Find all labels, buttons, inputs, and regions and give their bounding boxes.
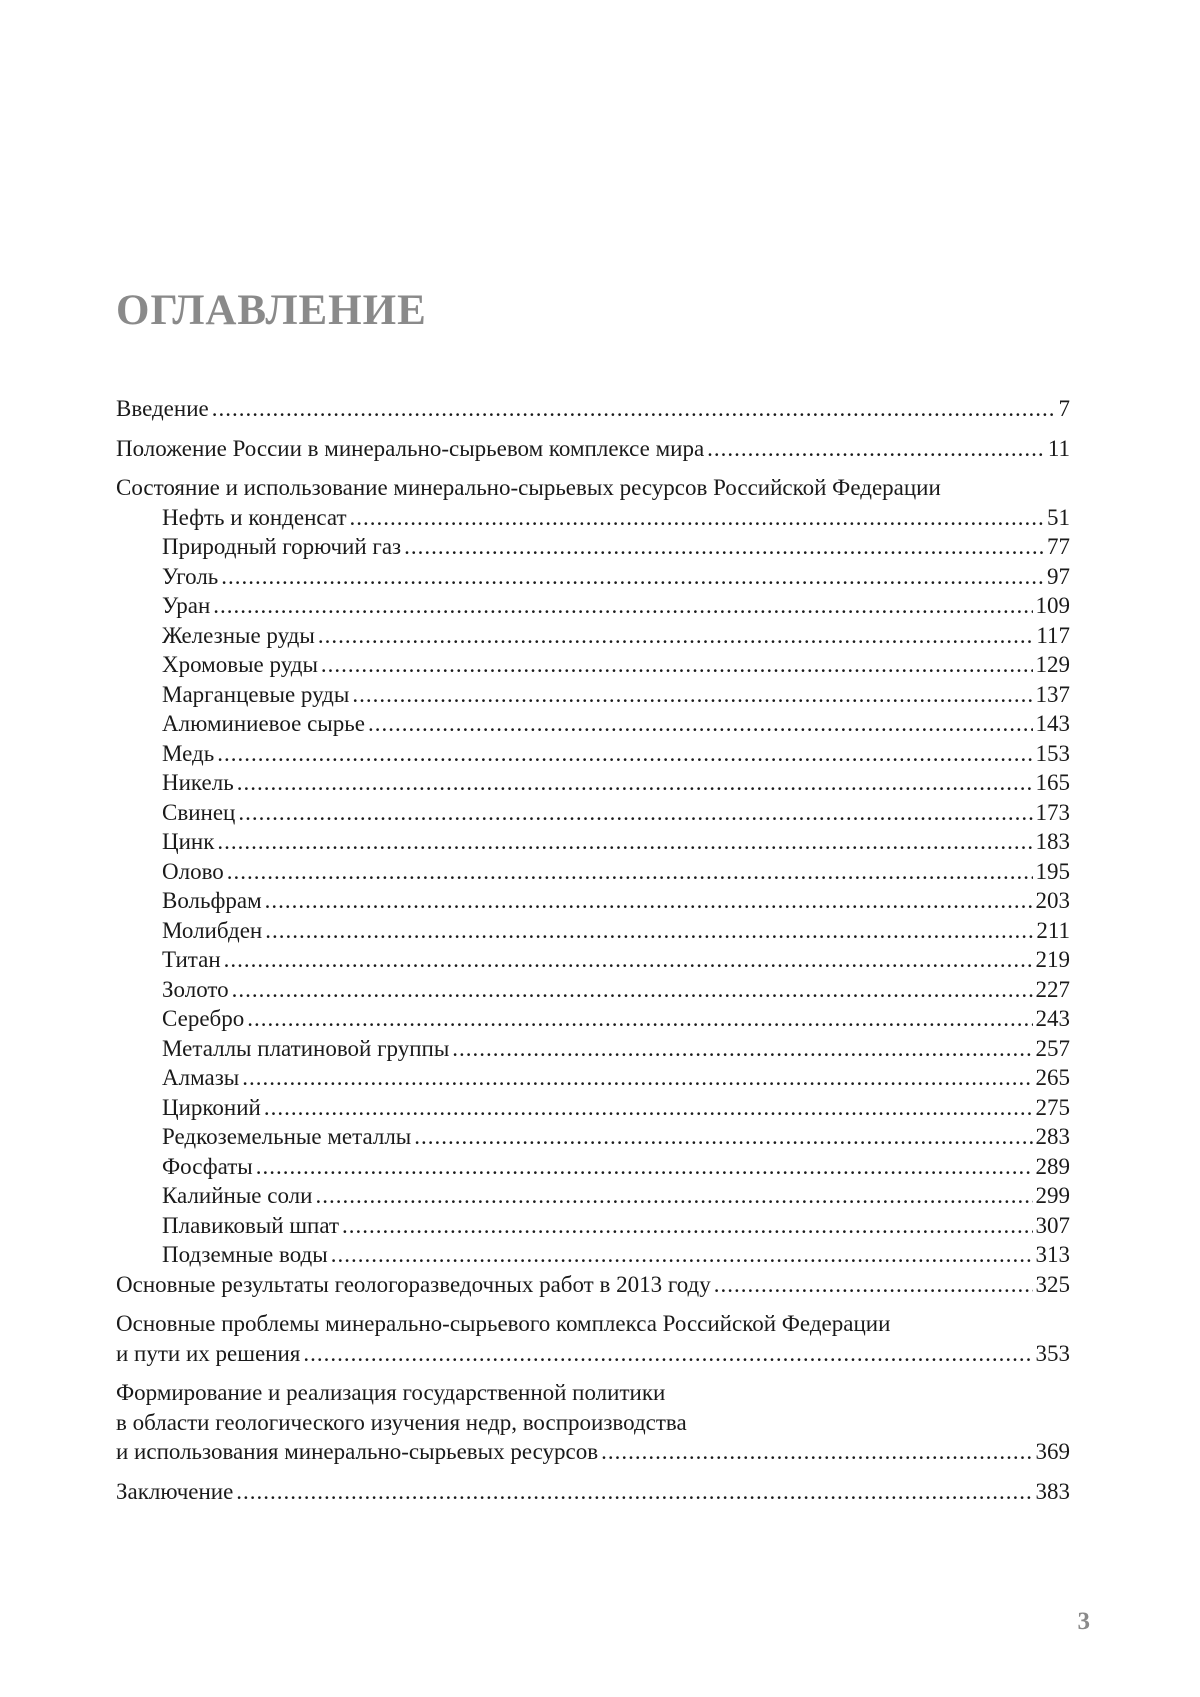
- toc-entry-label: Введение: [116, 396, 209, 421]
- toc-subentry[interactable]: [116, 1211, 1070, 1241]
- toc-subentry[interactable]: [116, 621, 1070, 651]
- toc-entry-page: 257: [1035, 1035, 1070, 1061]
- toc-subentry[interactable]: [116, 1004, 1070, 1034]
- dot-leader: [242, 1063, 1032, 1093]
- toc-entry-russia-position[interactable]: [116, 434, 1070, 464]
- toc-entry-label: Положение России в минерально-сырьевом комплексе мира: [116, 435, 705, 461]
- toc-entry-page: 299: [1035, 1183, 1070, 1208]
- dot-leader: [256, 1152, 1033, 1182]
- dot-leader: [303, 1339, 1032, 1369]
- toc-entry-page: 117: [1036, 622, 1070, 648]
- toc-entry-state-policy[interactable]: [116, 1378, 1070, 1467]
- toc-subentry[interactable]: [116, 1034, 1070, 1064]
- toc-entry-label: Хромовые руды: [162, 652, 318, 677]
- toc-entry-label-continued: и пути их решения: [116, 1340, 301, 1366]
- page-title: ОГЛАВЛЕНИЕ: [116, 287, 427, 334]
- toc-subentry[interactable]: [116, 857, 1070, 887]
- toc-entry-page: 153: [1035, 740, 1070, 766]
- toc-entry-page: 325: [1035, 1271, 1070, 1297]
- dot-leader: [224, 945, 1033, 975]
- toc-entry-label: Заключение: [116, 1478, 234, 1504]
- toc-entry-conclusion[interactable]: [116, 1477, 1070, 1507]
- toc-entry-page: 203: [1035, 888, 1070, 913]
- dot-leader: [265, 886, 1033, 916]
- toc-entry-page: 383: [1035, 1478, 1070, 1504]
- dot-leader: [452, 1034, 1032, 1064]
- toc-entry-page: 143: [1035, 711, 1070, 736]
- dot-leader: [212, 394, 1056, 424]
- toc-entry-page: 109: [1035, 593, 1070, 618]
- toc-entry-label: Олово: [162, 858, 224, 884]
- toc-entry-page: 173: [1035, 799, 1070, 825]
- dot-leader: [221, 562, 1044, 592]
- dot-leader: [331, 1240, 1033, 1270]
- toc-entry-page: 137: [1035, 681, 1070, 707]
- dot-leader: [714, 1270, 1033, 1300]
- toc-entry-label: Подземные воды: [162, 1242, 328, 1267]
- dot-leader: [707, 434, 1045, 464]
- toc-subentry[interactable]: [116, 1093, 1070, 1123]
- toc-entry-page: 195: [1035, 858, 1070, 884]
- toc-entry-page: 51: [1047, 504, 1070, 530]
- toc-entry-page: 289: [1035, 1153, 1070, 1179]
- toc-subentry[interactable]: [116, 975, 1070, 1005]
- toc-entry-page: 165: [1035, 770, 1070, 795]
- toc-entry-label: Алюминиевое сырье: [162, 711, 365, 736]
- toc-entry-page: 313: [1035, 1242, 1070, 1267]
- toc-entry-page: 77: [1047, 534, 1070, 559]
- toc-entry-page: 97: [1047, 563, 1070, 589]
- dot-leader: [264, 1093, 1033, 1123]
- toc-subentry[interactable]: [116, 562, 1070, 592]
- toc-entry-page: 275: [1035, 1094, 1070, 1120]
- dot-leader: [236, 1477, 1032, 1507]
- toc-entry-page: 211: [1036, 917, 1070, 943]
- toc-entry-label: Молибден: [162, 917, 263, 943]
- toc-entry-label: Плавиковый шпат: [162, 1212, 340, 1238]
- toc-section-label: Состояние и использование минерально-сырьевых ресурсов Российской Федерации: [116, 475, 941, 500]
- toc-entry-label: Железные руды: [162, 622, 315, 648]
- toc-entry-exploration-results[interactable]: [116, 1270, 1070, 1300]
- toc-entry-label-continued: и использования минерально-сырьевых ресурсов: [116, 1439, 599, 1464]
- toc-entry-page: 219: [1035, 947, 1070, 972]
- toc-entry-label: Алмазы: [162, 1065, 240, 1090]
- dot-leader: [318, 621, 1034, 651]
- toc-entry-label: Редкоземельные металлы: [162, 1124, 412, 1149]
- toc-entry-page: 227: [1035, 976, 1070, 1002]
- toc-subentry[interactable]: [116, 739, 1070, 769]
- toc-subentry[interactable]: [116, 945, 1070, 975]
- toc-entry-label: Основные результаты геологоразведочных работ в 2013 году: [116, 1271, 711, 1297]
- toc-subentry[interactable]: [116, 709, 1070, 739]
- toc-entry-label: Никель: [162, 770, 234, 795]
- toc-entry-label: Серебро: [162, 1006, 245, 1031]
- toc-subentry[interactable]: [116, 680, 1070, 710]
- toc-entry-label: Природный горючий газ: [162, 534, 402, 559]
- toc-subentry[interactable]: [116, 1063, 1070, 1093]
- toc-entry-label: Уран: [162, 593, 211, 618]
- toc-entry-page: 369: [1035, 1439, 1070, 1464]
- toc-subentry[interactable]: [116, 798, 1070, 828]
- dot-leader: [232, 975, 1033, 1005]
- dot-leader: [315, 1181, 1032, 1211]
- dot-leader: [237, 768, 1033, 798]
- table-of-contents: [116, 394, 1070, 1506]
- dot-leader: [265, 916, 1033, 946]
- toc-entry-label: Фосфаты: [162, 1153, 253, 1179]
- toc-entry-main-problems[interactable]: [116, 1309, 1070, 1368]
- toc-entry-label: Уголь: [162, 563, 219, 589]
- toc-subentry[interactable]: [116, 1181, 1070, 1211]
- toc-entry-page: 243: [1035, 1006, 1070, 1031]
- dot-leader: [217, 739, 1032, 769]
- dot-leader: [414, 1122, 1032, 1152]
- toc-entry-label: Формирование и реализация государственной политики: [116, 1380, 666, 1405]
- toc-subentry[interactable]: [116, 1122, 1070, 1152]
- page-number: 3: [1077, 1608, 1090, 1635]
- toc-subentry[interactable]: [116, 886, 1070, 916]
- toc-entry-label: Марганцевые руды: [162, 681, 350, 707]
- toc-entry-label: Свинец: [162, 799, 236, 825]
- toc-subentry[interactable]: [116, 503, 1070, 533]
- dot-leader: [601, 1437, 1032, 1467]
- toc-subentry[interactable]: [116, 916, 1070, 946]
- toc-entry-page: 265: [1035, 1065, 1070, 1090]
- toc-entry-page: 183: [1035, 829, 1070, 854]
- toc-entry-page: 7: [1058, 396, 1070, 421]
- toc-entry-page: 353: [1035, 1340, 1070, 1366]
- toc-entry-label: Нефть и конденсат: [162, 504, 347, 530]
- dot-leader: [368, 709, 1033, 739]
- toc-entry-page: 129: [1035, 652, 1070, 677]
- toc-entry-label: Вольфрам: [162, 888, 262, 913]
- toc-entry-page: 283: [1035, 1124, 1070, 1149]
- toc-entry-label: Цинк: [162, 829, 215, 854]
- toc-entry-label: Основные проблемы минерально-сырьевого комплекса Российской Федерации: [116, 1311, 891, 1336]
- toc-entry-label: Металлы платиновой группы: [162, 1035, 450, 1061]
- dot-leader: [213, 591, 1032, 621]
- toc-entry-introduction[interactable]: [116, 394, 1070, 424]
- dot-leader: [404, 532, 1044, 562]
- dot-leader: [352, 680, 1032, 710]
- dot-leader: [342, 1211, 1032, 1241]
- toc-subentry[interactable]: [116, 532, 1070, 562]
- toc-subentry[interactable]: [116, 768, 1070, 798]
- dot-leader: [217, 827, 1032, 857]
- dot-leader: [321, 650, 1033, 680]
- toc-entry-label: Медь: [162, 740, 215, 766]
- toc-section-heading: [116, 473, 1070, 503]
- toc-entry-label-continued: в области геологического изучения недр, воспроизводства: [116, 1409, 687, 1435]
- toc-subentry[interactable]: [116, 827, 1070, 857]
- toc-subentry[interactable]: [116, 650, 1070, 680]
- toc-entry-label: Золото: [162, 976, 229, 1002]
- dot-leader: [238, 798, 1032, 828]
- toc-entry-label: Цирконий: [162, 1094, 261, 1120]
- dot-leader: [350, 503, 1044, 533]
- dot-leader: [227, 857, 1033, 887]
- toc-subentry[interactable]: [116, 1240, 1070, 1270]
- toc-entry-page: 307: [1035, 1212, 1070, 1238]
- toc-subentry[interactable]: [116, 591, 1070, 621]
- toc-entry-page: 11: [1047, 435, 1070, 461]
- toc-entry-label: Калийные соли: [162, 1183, 313, 1208]
- dot-leader: [247, 1004, 1032, 1034]
- toc-entry-label: Титан: [162, 947, 221, 972]
- toc-subentry[interactable]: [116, 1152, 1070, 1182]
